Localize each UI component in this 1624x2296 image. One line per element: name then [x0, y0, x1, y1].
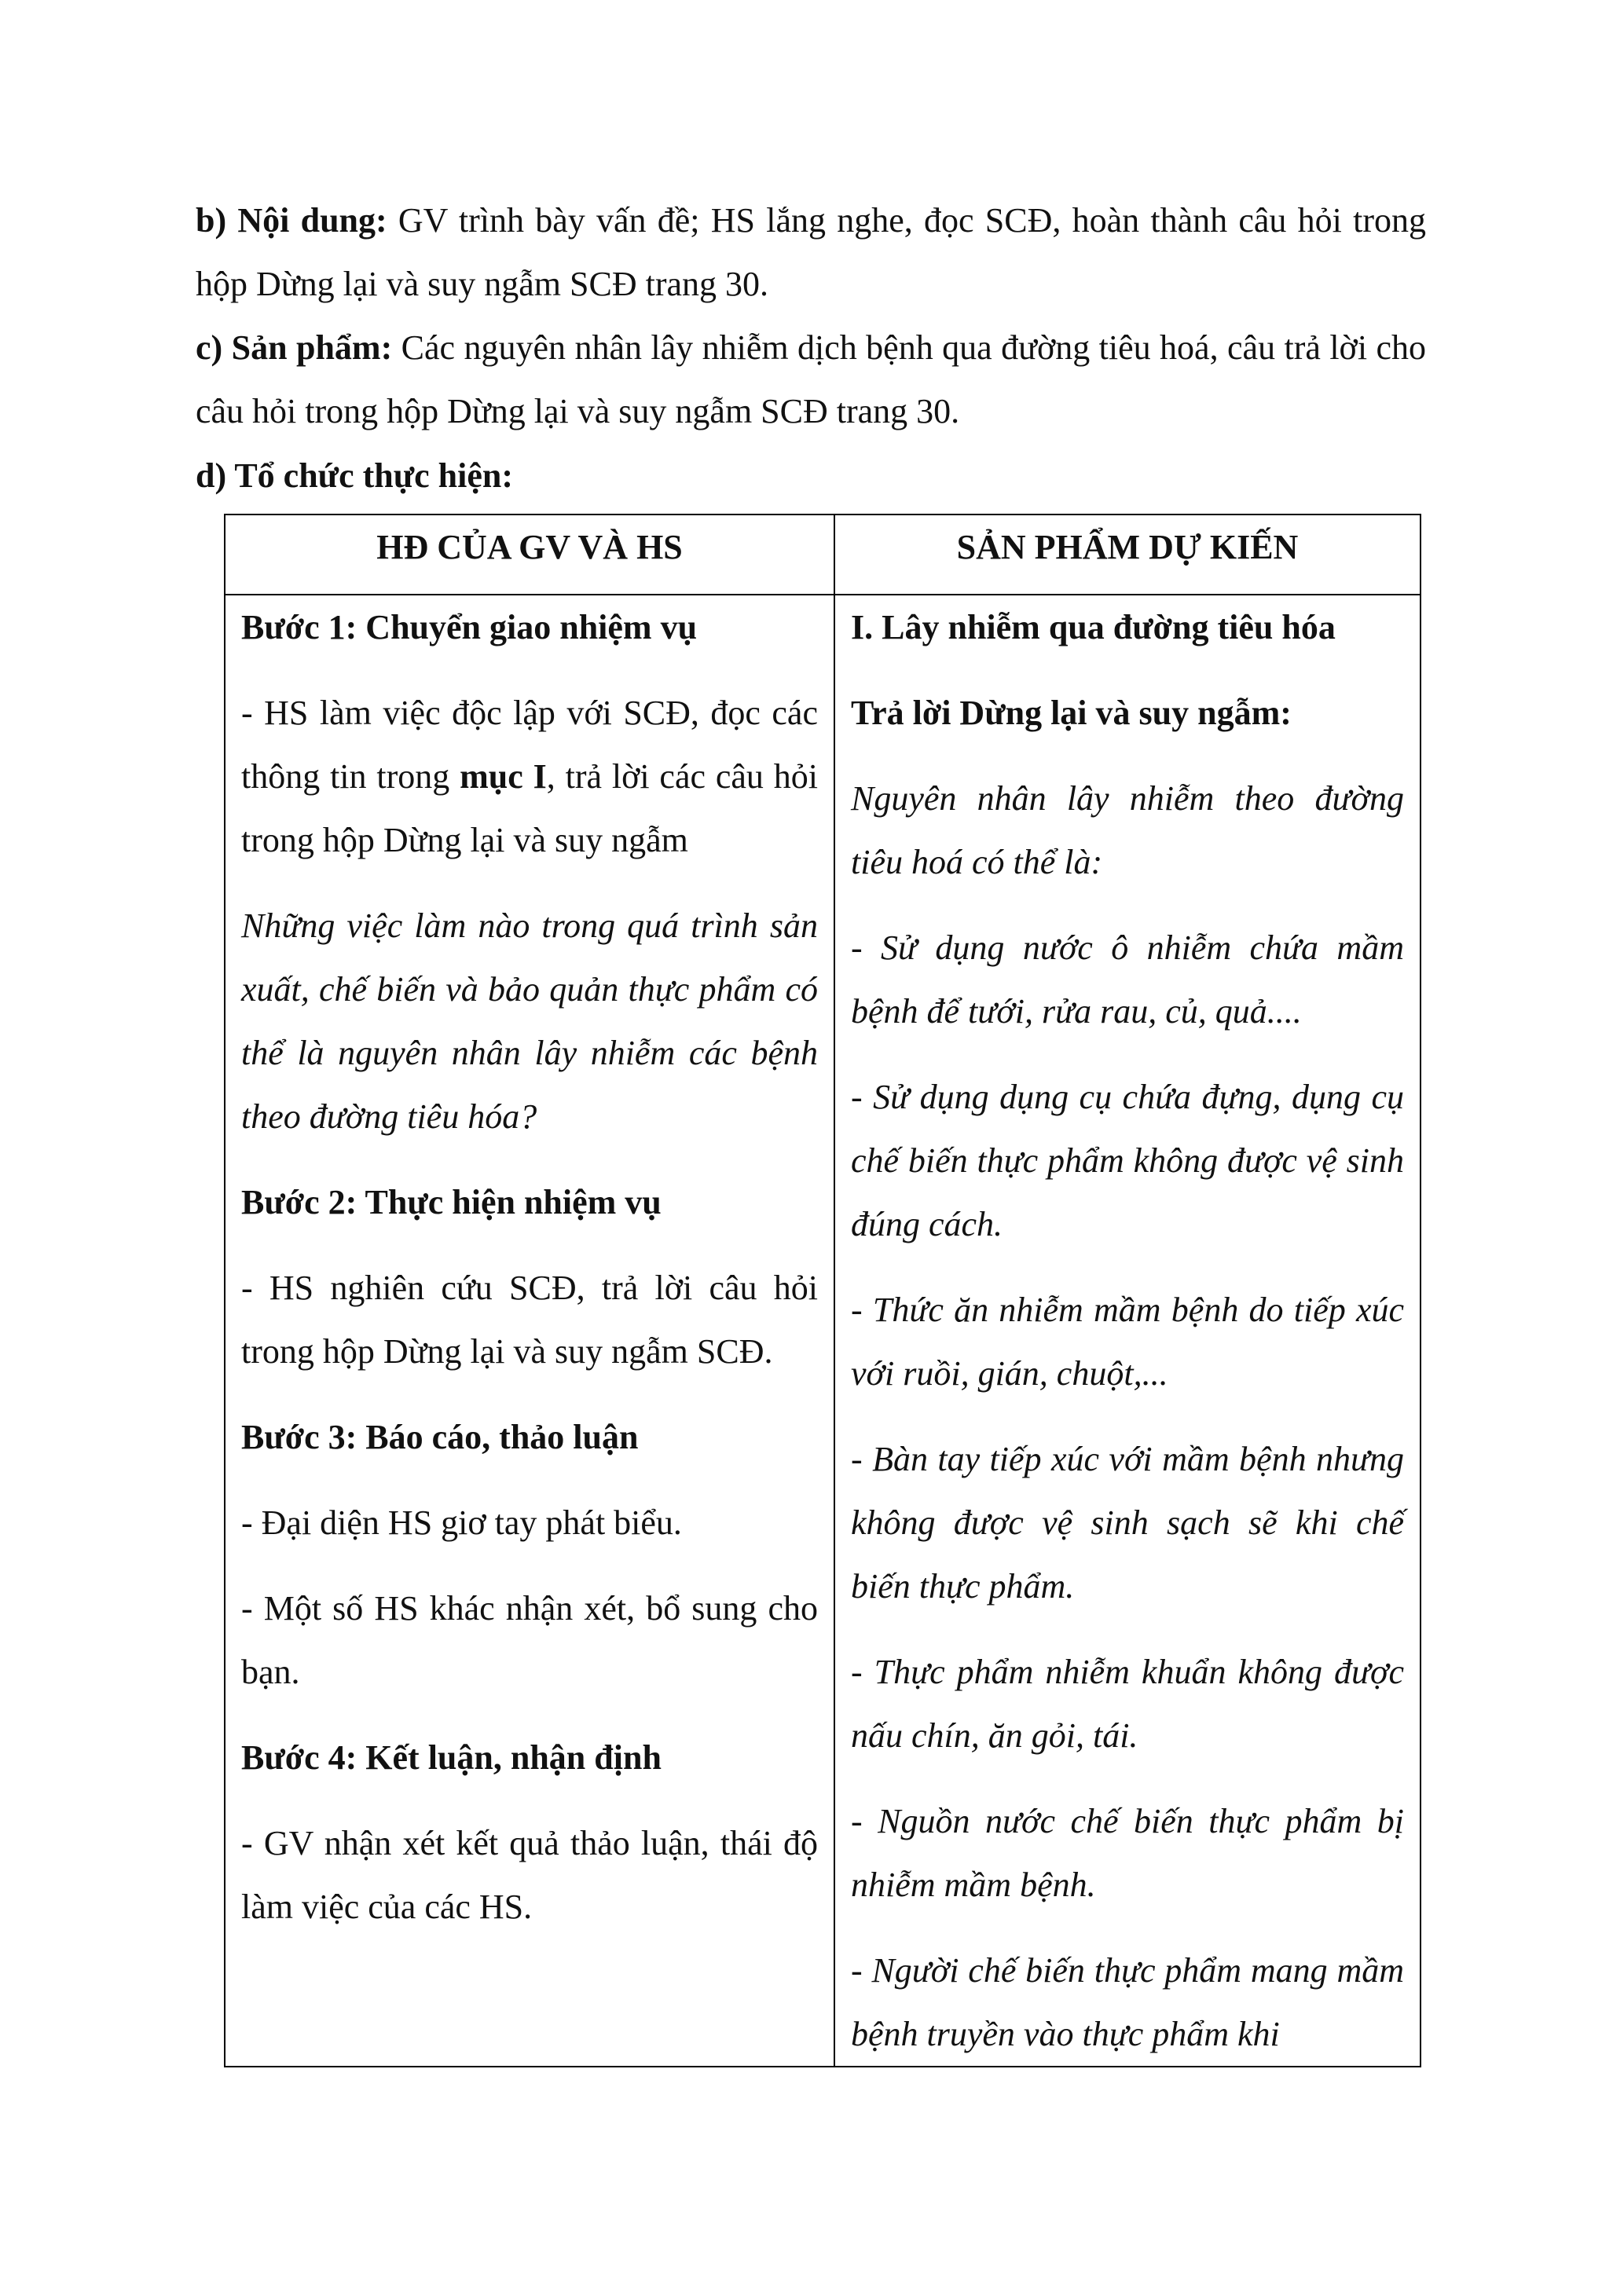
activity-cell — [225, 595, 834, 2067]
organization-label: d) Tổ chức thực hiện: — [196, 456, 514, 495]
section-title: I. Lây nhiễm qua đường tiêu hóa — [851, 608, 1336, 646]
answer-item: - Thực phẩm nhiễm khuẩn không được nấu chín, ăn gỏi, tái. — [851, 1653, 1404, 1755]
activity-table — [224, 514, 1421, 2067]
answer-item: - Người chế biến thực phẩm mang mầm bệnh truyền vào thực phẩm khi — [851, 1951, 1404, 2053]
product-cell — [834, 595, 1421, 2067]
step1-text-bold: mục I — [460, 757, 547, 796]
header-teacher-student-label: HĐ CỦA GV VÀ HS — [376, 528, 683, 566]
table-header-row — [225, 514, 1421, 595]
step3-text-1: - Đại diện HS giơ tay phát biểu. — [241, 1503, 682, 1542]
step1-question: Những việc làm nào trong quá trình sản xuất, chế biến và bảo quản thực phẩm có thể là nguyên nhân lây nhiễm các bệnh theo đường tiêu hóa? — [241, 906, 818, 1136]
organization-heading — [196, 444, 1426, 507]
content-paragraph — [196, 189, 1426, 316]
content-label: b) Nội dung: — [196, 201, 387, 240]
step1-text — [241, 681, 818, 872]
header-expected-product-label: SẢN PHẨM DỰ KIẾN — [956, 528, 1299, 566]
header-teacher-student — [225, 514, 834, 595]
product-label: c) Sản phẩm: — [196, 328, 393, 367]
product-text: Các nguyên nhân lây nhiễm dịch bệnh qua đường tiêu hoá, câu trả lời cho câu hỏi trong hộp Dừng lại và suy ngẫm SCĐ trang 30. — [196, 328, 1427, 430]
step2-title: Bước 2: Thực hiện nhiệm vụ — [241, 1183, 662, 1221]
step4-text: - GV nhận xét kết quả thảo luận, thái độ làm việc của các HS. — [241, 1824, 818, 1926]
product-paragraph — [196, 316, 1426, 443]
step3-title: Bước 3: Báo cáo, thảo luận — [241, 1418, 639, 1456]
answer-item: - Thức ăn nhiễm mầm bệnh do tiếp xúc với ruồi, gián, chuột,... — [851, 1291, 1404, 1393]
step1-text-b: , trả lời các câu hỏi trong hộp Dừng lại và suy ngẫm — [241, 757, 818, 859]
answer-item: - Sử dụng dụng cụ chứa đựng, dụng cụ chế biến thực phẩm không được vệ sinh đúng cách. — [851, 1078, 1404, 1243]
answer-item: - Nguồn nước chế biến thực phẩm bị nhiễm mầm bệnh. — [851, 1802, 1404, 1904]
step1-text-a: - HS làm việc độc lập với SCĐ, đọc các thông tin trong — [241, 694, 818, 796]
header-expected-product — [834, 514, 1421, 595]
step1-title: Bước 1: Chuyển giao nhiệm vụ — [241, 608, 698, 646]
step4-title: Bước 4: Kết luận, nhận định — [241, 1738, 662, 1777]
content-text: GV trình bày vấn đề; HS lắng nghe, đọc SCĐ, hoàn thành câu hỏi trong hộp Dừng lại và suy ngẫm SCĐ trang 30. — [196, 201, 1427, 303]
answer-item: - Bàn tay tiếp xúc với mầm bệnh nhưng không được vệ sinh sạch sẽ khi chế biến thực phẩm. — [851, 1440, 1404, 1606]
step3-text-2: - Một số HS khác nhận xét, bổ sung cho bạn. — [241, 1589, 818, 1691]
step2-text: - HS nghiên cứu SCĐ, trả lời câu hỏi trong hộp Dừng lại và suy ngẫm SCĐ. — [241, 1269, 818, 1371]
answer-intro: Nguyên nhân lây nhiễm theo đường tiêu hoá có thể là: — [851, 779, 1404, 881]
table-body-row — [225, 595, 1421, 2067]
answer-item: - Sử dụng nước ô nhiễm chứa mầm bệnh để tưới, rửa rau, củ, quả.... — [851, 928, 1404, 1031]
answer-title: Trả lời Dừng lại và suy ngẫm: — [851, 694, 1292, 732]
